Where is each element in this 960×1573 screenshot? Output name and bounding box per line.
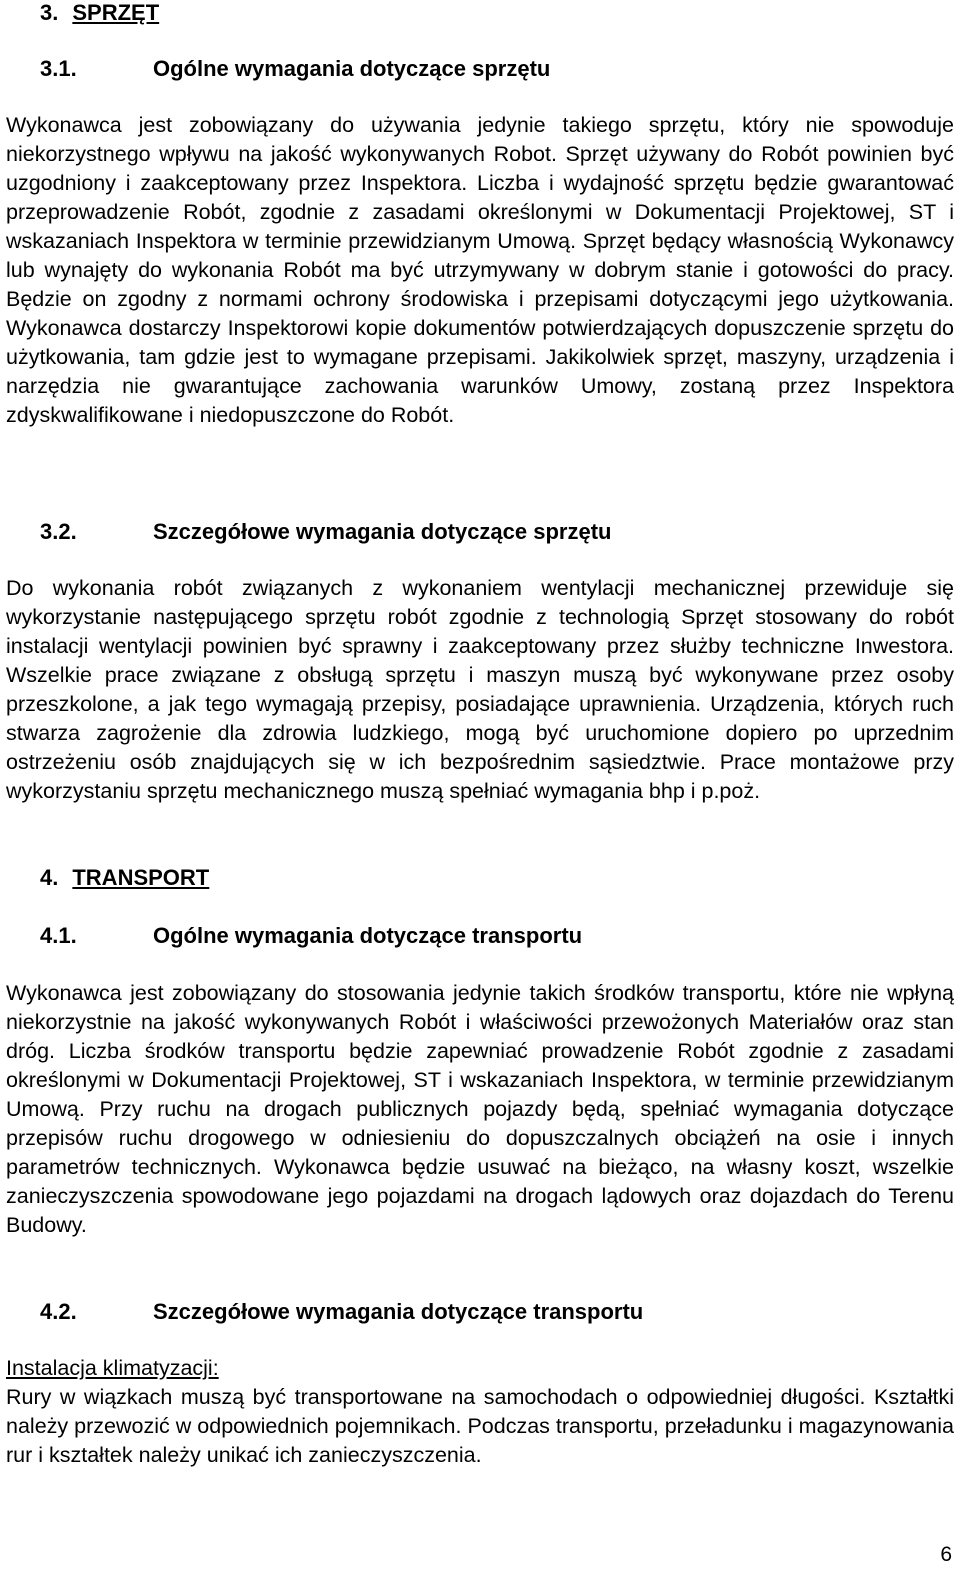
subsection-title: Szczegółowe wymagania dotyczące transportu [153, 1299, 644, 1324]
section-title: SPRZĘT [72, 0, 160, 25]
subsection-heading-3-1 [40, 56, 550, 82]
section-number: 4. [40, 865, 59, 890]
page-number: 6 [940, 1543, 952, 1566]
paragraph-4-1: Wykonawca jest zobowiązany do stosowania jedynie takich środków transportu, które nie wpłyną niekorzystnie na jakość wykonywanych Robót i właściwości przewożonych Materiałów oraz stan dróg. Liczba środków transportu będzie zapewniać prowadzenie Robót zgodnie z zasadami określonymi w Dokumentacji Projektowej, ST i wskazaniach Inspektora, w terminie przewidzianym Umową. Przy ruchu na drogach publicznych pojazdy będą, spełniać wymagania dotyczące przepisów ruchu drogowego w odniesieniu do dopuszczalnych obciążeń na osie i innych parametrów technicznych. Wykonawca będzie usuwać na bieżąco, na własny koszt, wszelkie zanieczyszczenia spowodowane jego pojazdami na drogach lądowych oraz dojazdach do Terenu Budowy. [6, 981, 954, 1237]
subsection-title: Ogólne wymagania dotyczące sprzętu [153, 56, 551, 81]
subsection-heading-4-1 [40, 923, 582, 949]
section-heading-3 [40, 0, 159, 26]
subsection-title: Ogólne wymagania dotyczące transportu [153, 923, 583, 948]
subsection-number: 4.1. [40, 923, 77, 948]
subsection-heading-4-2 [40, 1299, 643, 1325]
subsection-number: 3.2. [40, 519, 77, 544]
subsection-title: Szczegółowe wymagania dotyczące sprzętu [153, 519, 612, 544]
subsection-heading-3-2 [40, 519, 611, 545]
subsection-number: 4.2. [40, 1299, 77, 1324]
section-heading-4 [40, 865, 209, 891]
paragraph-3-2: Do wykonania robót związanych z wykonaniem wentylacji mechanicznej przewiduje się wykorzystanie następującego sprzętu robót zgodnie z technologią Sprzęt stosowany do robót instalacji wentylacji powinien być sprawny i zaakceptowany przez służby techniczne Inwestora. Wszelkie prace związane z obsługą sprzętu i maszyn muszą być wykonywane przez osoby przeszkolone, a jak tego wymagają przepisy, posiadające uprawnienia. Urządzenia, których ruch stwarza zagrożenie dla zdrowia ludzkiego, mogą być uruchomione dopiero po uprzednim ostrzeżeniu osób znajdujących się w ich bezpośrednim sąsiedztwie. Prace montażowe przy wykorzystaniu sprzętu mechanicznego muszą spełniać wymagania bhp i p.poż. [6, 576, 954, 803]
section-title: TRANSPORT [72, 865, 210, 890]
section-number: 3. [40, 0, 59, 25]
paragraph-4-2: Rury w wiązkach muszą być transportowane na samochodach o odpowiedniej długości. Kształtki należy przewozić w odpowiednich pojemnikach. Podczas transportu, przeładunku i magazynowania rur i kształtek należy unikać ich zanieczyszczenia. [6, 1385, 954, 1467]
subsection-number: 3.1. [40, 56, 77, 81]
installation-label: Instalacja klimatyzacji: [6, 1356, 219, 1380]
paragraph-3-1: Wykonawca jest zobowiązany do używania jedynie takiego sprzętu, który nie spowoduje niekorzystnego wpływu na jakość wykonywanych Robot. Sprzęt używany do Robót powinien być uzgodniony i zaakceptowany przez Inspektora. Liczba i wydajność sprzętu będzie gwarantować przeprowadzenie Robót, zgodnie z zasadami określonymi w Dokumentacji Projektowej, ST i wskazaniach Inspektora w terminie przewidzianym Umową. Sprzęt będący własnością Wykonawcy lub wynajęty do wykonania Robót ma być utrzymywany w dobrym stanie i gotowości do pracy. Będzie on zgodny z normami ochrony środowiska i przepisami dotyczącymi jego użytkowania. Wykonawca dostarczy Inspektorowi kopie dokumentów potwierdzających dopuszczenie sprzętu do użytkowania, tam gdzie jest to wymagane przepisami. Jakikolwiek sprzęt, maszyny, urządzenia i narzędzia nie gwarantujące zachowania warunków Umowy, zostaną przez Inspektora zdyskwalifikowane i niedopuszczone do Robót. [6, 113, 954, 427]
